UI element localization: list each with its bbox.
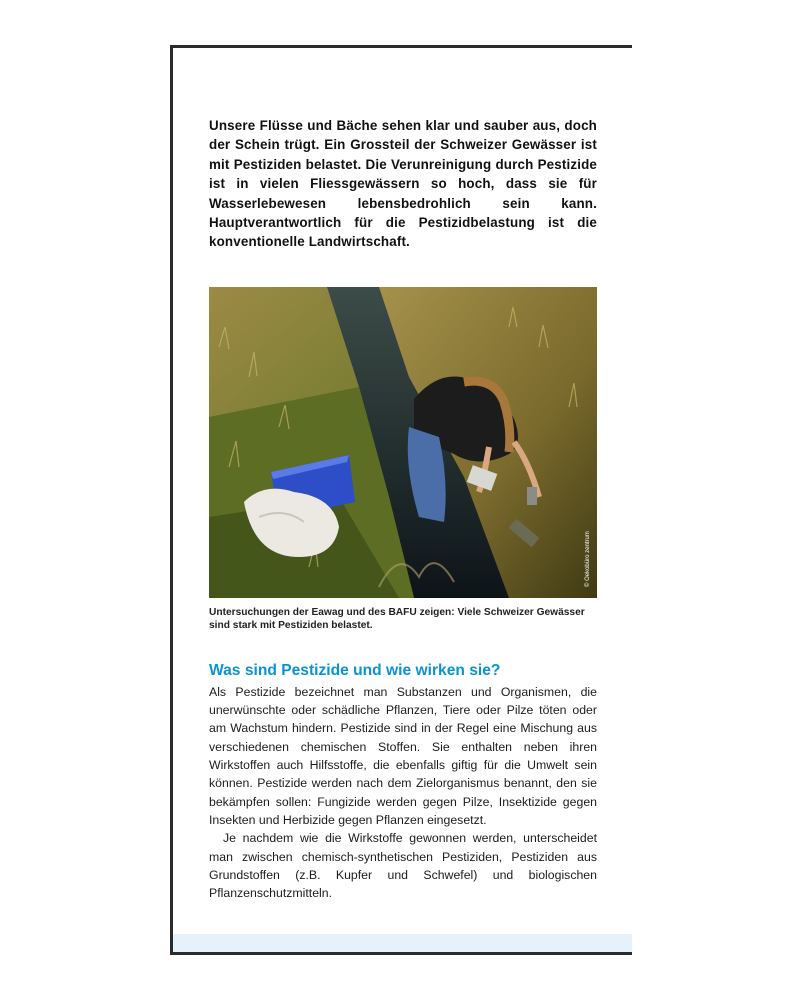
body-paragraph-2: Je nachdem wie die Wirkstoffe gewonnen werden, unterscheidet man zwischen chemisch-synthetischen Pestiziden, Pestiziden aus Grundstoffen (z.B. Kupfer und Schwefel) und biologischen Pflanzenschutzmitteln. (209, 831, 597, 901)
page-footer-band (173, 934, 632, 952)
intro-paragraph: Unsere Flüsse und Bäche sehen klar und sauber aus, doch der Schein trügt. Ein Grossteil der Schweizer Gewässer ist mit Pestiziden belastet. Die Verunreinigung durch Pestizide ist in vielen Fliessgewässern so hoch, dass sie für Wasserlebewesen lebensbedrohlich sein kann. Hauptverantwortlich für die Pestizidbelastung ist die konventionelle Landwirtschaft. (209, 118, 597, 250)
stream-sampling-photo (209, 287, 597, 598)
section-heading: Was sind Pestizide und wie wirken sie? (209, 661, 501, 679)
photo-credit: © Oekobüro zentrum (585, 531, 591, 587)
photo-caption: Untersuchungen der Eawag und des BAFU zeigen: Viele Schweizer Gewässer sind stark mit Pestiziden belastet. (209, 606, 585, 631)
body-paragraph-1: Als Pestizide bezeichnet man Substanzen und Organismen, die unerwünschte oder schädliche Pflanzen, Tiere oder Pilze töten oder am Wachstum hindern. Pestizide sind in der Regel eine Mischung aus verschiedenen chemischen Stoffen. Sie enthalten neben ihren Wirkstoffen auch Hilfsstoffe, die ebenfalls giftig für die Umwelt sein können. Pestizide werden nach dem Zielorganismus benannt, den sie bekämpfen sollen: Fungizide werden gegen Pilze, Insektizide gegen Insekten und Herbizide gegen Pflanzen eingesetzt. (209, 684, 597, 827)
page-content (209, 116, 597, 902)
document-page (170, 45, 632, 955)
